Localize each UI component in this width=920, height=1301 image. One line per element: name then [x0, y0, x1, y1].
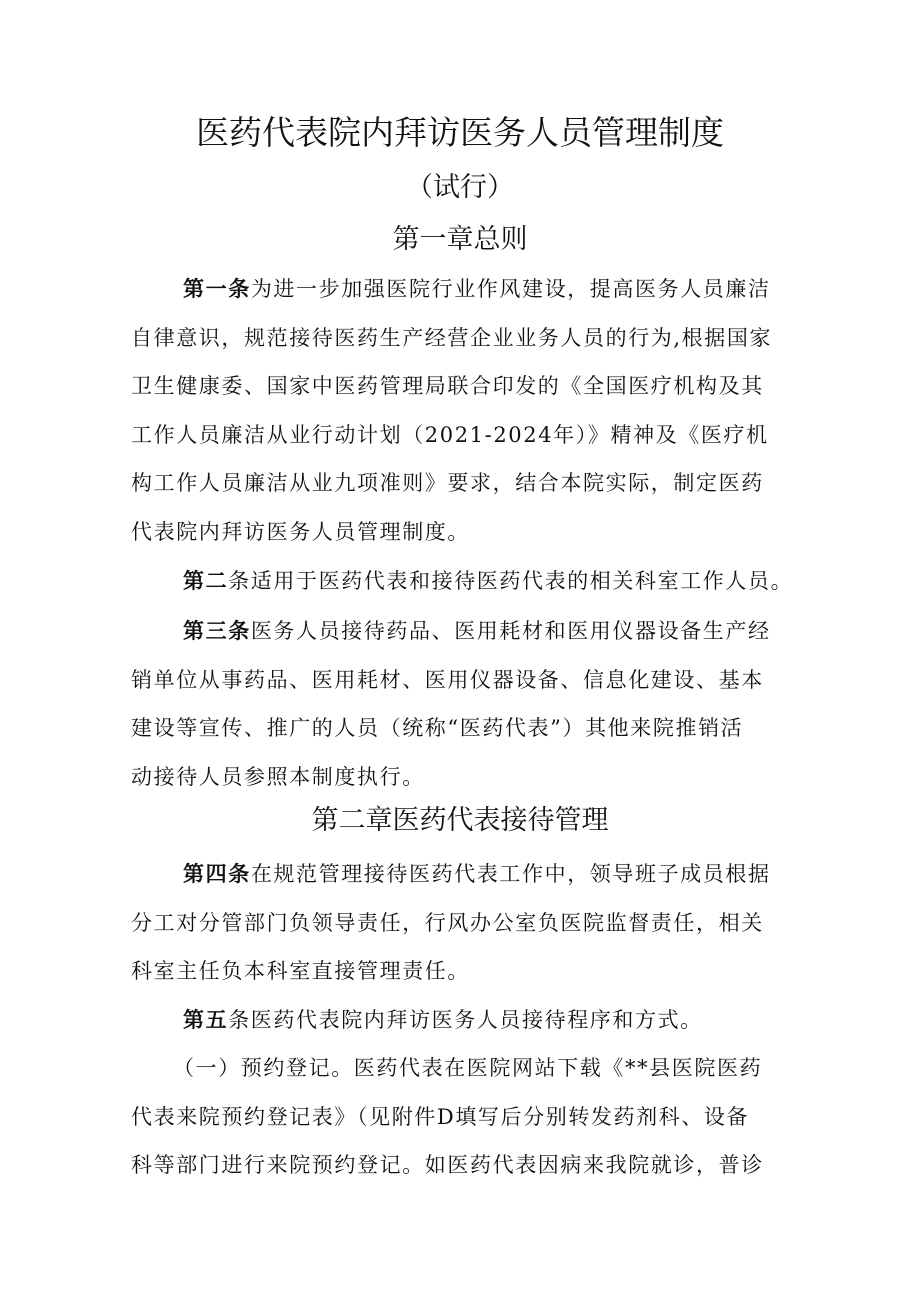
- document-title: 医药代表院内拜访医务人员管理制度: [196, 113, 724, 152]
- chapter-2-heading: 第二章医药代表接待管理: [311, 805, 609, 836]
- article-3: [131, 607, 791, 801]
- article-5-line-1: 第五条医药代表院内拜访医务人员接待程序和方式。: [183, 1008, 703, 1032]
- article-1-line-4: 工作人员廉洁从业行动计划（2021-2024年）》精神及《医疗机: [131, 422, 769, 447]
- article-5-label: 第五: [183, 1008, 229, 1032]
- document-subtitle: （试行）: [406, 172, 514, 203]
- article-2: [131, 557, 794, 606]
- article-1-line-1: 第一条为进一步加强医院行业作风建设，提高医务人员廉洁: [183, 277, 771, 301]
- article-3-line-4: 动接待人员参照本制度执行。: [131, 764, 425, 789]
- article-3-label: 第三条: [183, 619, 251, 643]
- article-1-label: 第一条: [183, 277, 251, 301]
- article-4-line-2: 分工对分管部门负领导责任，行风办公室负医院监督责任，相关: [131, 910, 764, 935]
- article-2-line-1: 第二条适用于医药代表和接待医药代表的相关科室工作人员。: [183, 569, 794, 593]
- item-1-line-1: （一）预约登记。医药代表在医院网站下载《**县医院医药: [173, 1056, 763, 1080]
- article-1-line-6: 代表院内拜访医务人员管理制度。: [131, 519, 470, 544]
- article-4: [131, 850, 791, 996]
- article-2-label: 第二: [183, 569, 229, 593]
- article-5: [131, 996, 791, 1045]
- article-3-line-1: 第三条医务人员接待药品、医用耗材和医用仪器设备生产经: [183, 619, 771, 643]
- item-1-line-3: 科等部门进行来院预约登记。如医药代表因病来我院就诊，普诊: [131, 1153, 764, 1177]
- article-1: [131, 265, 791, 556]
- item-1-line-2: 代表来院预约登记表》（见附件D填写后分别转发药剂科、设备: [131, 1104, 750, 1129]
- article-4-line-3: 科室主任负本科室直接管理责任。: [131, 959, 470, 983]
- article-3-line-2: 销单位从事药品、医用耗材、医用仪器设备、信息化建设、基本: [131, 667, 764, 692]
- article-4-line-1: 第四条在规范管理接待医药代表工作中，领导班子成员根据: [183, 862, 771, 886]
- article-1-line-5: 构工作人员廉洁从业九项准则》要求，结合本院实际，制定医药: [131, 471, 764, 495]
- article-4-label: 第四条: [183, 862, 251, 886]
- chapter-1-heading: 第一章总则: [392, 224, 528, 255]
- article-1-line-2: 自律意识，规范接待医药生产经营企业业务人员的行为,根据国家: [131, 325, 773, 350]
- article-3-line-3: 建设等宣传、推广的人员（统称“医药代表”）其他来院推销活: [131, 716, 744, 740]
- article-1-line-3: 卫生健康委、国家中医药管理局联合印发的《全国医疗机构及其: [131, 374, 764, 398]
- item-1: [131, 1044, 791, 1190]
